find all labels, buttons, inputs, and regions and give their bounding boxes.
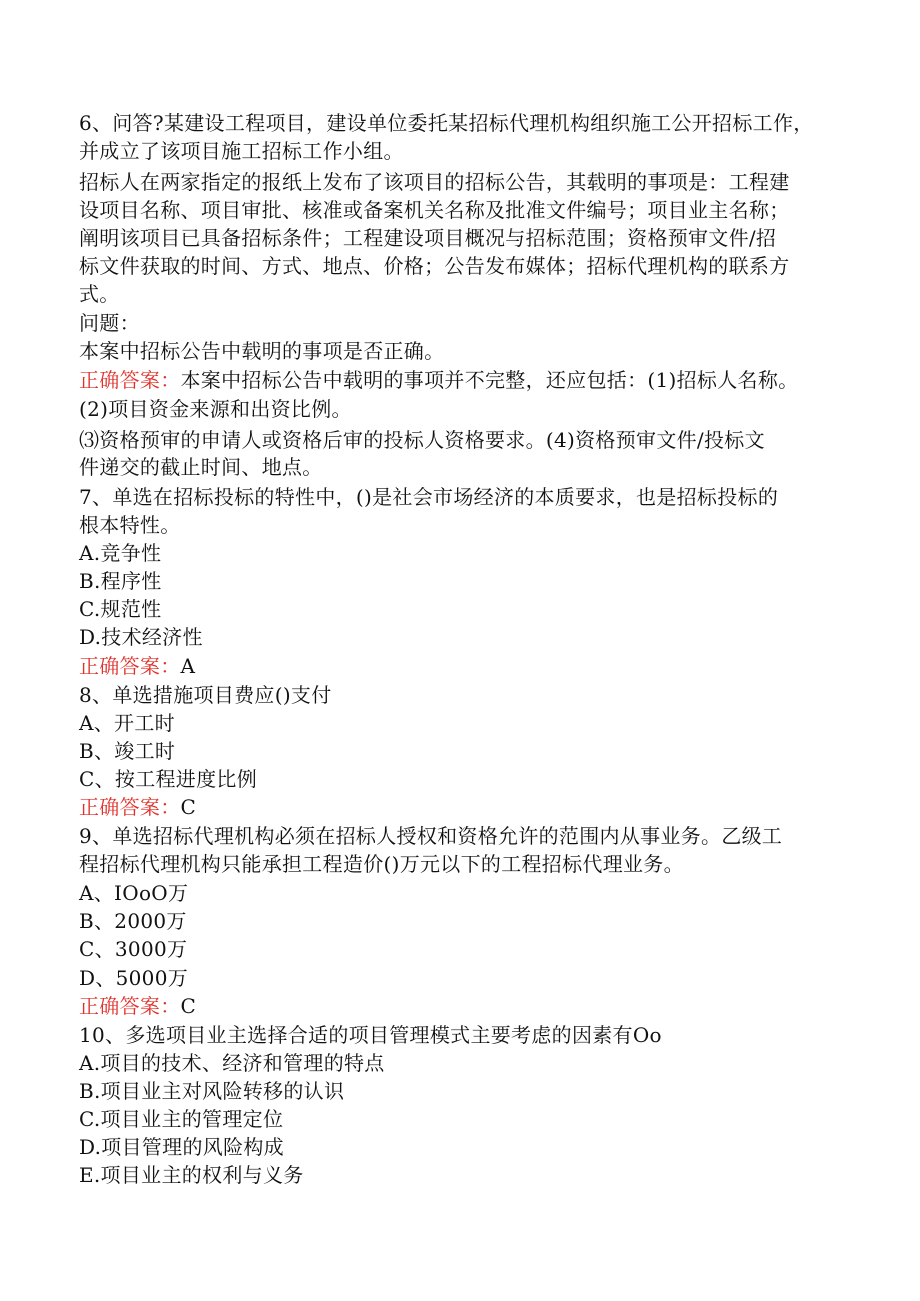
q6-stem-line-6: 标文件获取的时间、方式、地点、价格；公告发布媒体；招标代理机构的联系方: [79, 254, 790, 278]
q7-option: A.竞争性: [79, 541, 162, 565]
q7-answer: [79, 652, 195, 680]
answer-label: 正确答案：: [79, 795, 181, 819]
q10-option: D.项目管理的风险构成: [79, 1135, 284, 1159]
q7-stem-line-1: 7、单选在招标投标的特性中，()是社会市场经济的本质要求，也是招标投标的: [79, 485, 779, 509]
q6-stem-line-7: 式。: [79, 282, 120, 306]
q6-stem-line-2: 并成立了该项目施工招标工作小组。: [79, 139, 404, 163]
q8-stem-line-1: 8、单选措施项目费应()支付: [79, 683, 332, 707]
q6-stem-line-3: 招标人在两家指定的报纸上发布了该项目的招标公告，其载明的事项是：工程建: [79, 170, 790, 194]
q6-question-label: 问题：: [79, 311, 140, 335]
q7-option: B.程序性: [79, 569, 162, 593]
q10-option: B.项目业主对风险转移的认识: [79, 1079, 345, 1103]
q6-question-text: 本案中招标公告中载明的事项是否正确。: [79, 339, 445, 363]
q10-option: C.项目业主的管理定位: [79, 1107, 284, 1131]
q10-stem-line-1: 10、多选项目业主选择合适的项目管理模式主要考虑的因素有Oo: [79, 1023, 662, 1047]
answer-label: 正确答案：: [79, 654, 181, 678]
q7-option: C.规范性: [79, 597, 162, 621]
q6-answer-line-2: (2)项目资金来源和出资比例。: [79, 397, 352, 421]
q9-stem-line-1: 9、单选招标代理机构必须在招标人授权和资格允许的范围内从事业务。乙级工: [79, 824, 783, 848]
q8-option: C、按工程进度比例: [79, 767, 258, 791]
q9-option: A、IOoO万: [79, 881, 189, 905]
q6-stem-line-4: 设项目名称、项目审批、核准或备案机关名称及批准文件编号；项目业主名称；: [79, 198, 790, 222]
q10-option: A.项目的技术、经济和管理的特点: [79, 1051, 385, 1075]
q9-answer-value: C: [180, 994, 197, 1018]
q9-stem-line-2: 程招标代理机构只能承担工程造价()万元以下的工程招标代理业务。: [79, 852, 684, 876]
q7-stem-line-2: 根本特性。: [79, 513, 181, 537]
answer-label: 正确答案：: [79, 994, 181, 1018]
q9-option: C、3000万: [79, 937, 188, 961]
q10-option: E.项目业主的权利与义务: [79, 1163, 304, 1187]
q9-option: B、2000万: [79, 909, 187, 933]
q8-answer: [79, 793, 196, 821]
q9-option: D、5000万: [79, 966, 189, 990]
q6-answer-line-1: [79, 366, 798, 394]
q9-answer: [79, 992, 196, 1020]
q6-stem-line-1: 6、问答?某建设工程项目，建设单位委托某招标代理机构组织施工公开招标工作，: [79, 111, 814, 135]
q6-stem-line-5: 阐明该项目已具备招标条件；工程建设项目概况与招标范围；资格预审文件/招: [79, 226, 777, 250]
q8-option: B、竣工时: [79, 739, 176, 763]
answer-label: 正确答案：: [79, 368, 181, 392]
q8-option: A、开工时: [79, 711, 175, 735]
q6-answer-text: 本案中招标公告中载明的事项并不完整，还应包括：(1)招标人名称。: [180, 368, 799, 392]
q8-answer-value: C: [180, 795, 197, 819]
q7-option: D.技术经济性: [79, 625, 203, 649]
q7-answer-value: A: [180, 654, 196, 678]
q6-answer-line-3: ⑶资格预审的申请人或资格后审的投标人资格要求。(4)资格预审文件/投标文: [79, 428, 765, 452]
q6-answer-line-4: 件递交的截止时间、地点。: [79, 455, 323, 479]
